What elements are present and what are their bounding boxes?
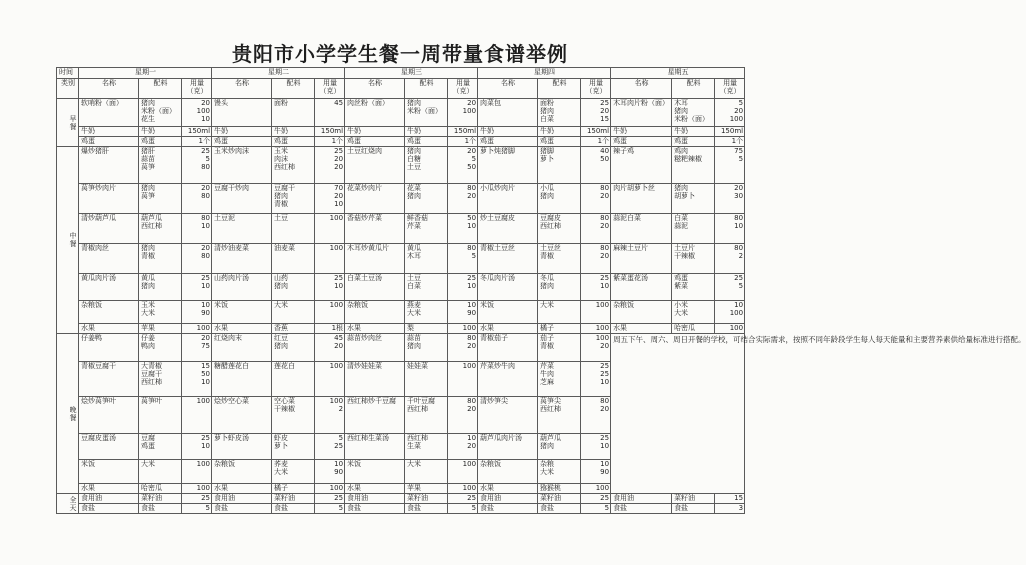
dish-amount: 25 25 10	[581, 362, 611, 397]
dish-name: 食盐	[79, 504, 139, 514]
dish-name: 米饭	[79, 460, 139, 484]
dish-amount: 20 5 50	[448, 147, 478, 184]
dish-amount: 80 10	[715, 214, 745, 244]
day-header: 星期二	[212, 68, 345, 79]
dish-ingredients: 木耳 猪肉 米粉（面）	[672, 99, 715, 127]
meal-label: 晚餐	[57, 334, 79, 494]
ingredient-column-header: 配料	[538, 79, 581, 99]
dish-name: 水果	[345, 484, 405, 494]
dish-amount: 100	[448, 484, 478, 494]
table-row	[57, 99, 745, 127]
dish-name: 米饭	[478, 301, 538, 324]
dish-ingredients: 豆腐干 猪肉 青椒	[272, 184, 315, 214]
dish-amount: 100	[182, 460, 212, 484]
dish-ingredients: 菜籽油	[272, 494, 315, 504]
dish-name: 爆炒猪肝	[79, 147, 139, 184]
dish-ingredients: 面粉 猪肉 白菜	[538, 99, 581, 127]
amount-column-header: 用量（克）	[715, 79, 745, 99]
dish-ingredients: 玉米 肉沫 西红柿	[272, 147, 315, 184]
ingredient-column-header: 配料	[672, 79, 715, 99]
dish-amount: 25	[581, 494, 611, 504]
dish-ingredients: 哈密瓜	[672, 324, 715, 334]
dish-amount: 10 90	[581, 460, 611, 484]
dish-amount: 5	[448, 504, 478, 514]
dish-ingredients: 西红柿 生菜	[405, 434, 448, 460]
dish-name: 清炒油麦菜	[212, 244, 272, 274]
table-row	[57, 137, 745, 147]
dish-ingredients: 千叶豆腐 西红柿	[405, 397, 448, 434]
dish-ingredients: 茄子 青椒	[538, 334, 581, 362]
dish-ingredients: 冬瓜 猪肉	[538, 274, 581, 301]
dish-amount: 40 50	[581, 147, 611, 184]
dish-amount: 100	[315, 362, 345, 397]
dish-amount: 10 20	[448, 434, 478, 460]
dish-ingredients: 蒜苗 猪肉	[405, 334, 448, 362]
dish-name: 鸡蛋	[345, 137, 405, 147]
dish-name: 炒土豆腐皮	[478, 214, 538, 244]
dish-amount: 80 20	[581, 244, 611, 274]
day-header: 星期四	[478, 68, 611, 79]
table-row	[57, 127, 745, 137]
dish-name: 食盐	[212, 504, 272, 514]
dish-name: 蒜泥白菜	[611, 214, 672, 244]
dish-amount: 10 90	[315, 460, 345, 484]
dish-ingredients: 莲花白	[272, 362, 315, 397]
dish-name: 米饭	[212, 301, 272, 324]
dish-amount: 100	[448, 460, 478, 484]
dish-amount: 20 75	[182, 334, 212, 362]
dish-amount: 100	[182, 324, 212, 334]
dish-ingredients: 土豆丝 青椒	[538, 244, 581, 274]
table-row	[57, 244, 745, 274]
dish-name: 水果	[212, 324, 272, 334]
dish-name: 米饭	[345, 460, 405, 484]
dish-ingredients: 豆腐皮 西红柿	[538, 214, 581, 244]
dish-amount: 5	[581, 504, 611, 514]
name-column-header: 名称	[79, 79, 139, 99]
dish-amount: 5	[315, 504, 345, 514]
name-column-header: 名称	[611, 79, 672, 99]
dish-name: 西红柿炒千豆腐	[345, 397, 405, 434]
table-row	[57, 184, 745, 214]
table-row	[57, 334, 745, 362]
dish-name: 食用油	[478, 494, 538, 504]
dish-ingredients: 食盐	[405, 504, 448, 514]
dish-ingredients: 白菜 蒜泥	[672, 214, 715, 244]
dish-ingredients: 红豆 猪肉	[272, 334, 315, 362]
dish-ingredients: 猪肉 米粉（面）	[405, 99, 448, 127]
dish-name: 山药肉片汤	[212, 274, 272, 301]
dish-amount: 150ml	[715, 127, 745, 137]
dish-name: 杂粮饭	[345, 301, 405, 324]
dish-amount: 80 10	[182, 214, 212, 244]
dish-amount: 80 20	[448, 184, 478, 214]
dish-name: 葫芦瓜肉片汤	[478, 434, 538, 460]
dish-ingredients: 橘子	[272, 484, 315, 494]
dish-name: 水果	[478, 324, 538, 334]
dish-ingredients: 小瓜 猪肉	[538, 184, 581, 214]
dish-name: 牛奶	[212, 127, 272, 137]
dish-name: 烩炒莴笋叶	[79, 397, 139, 434]
dish-name: 水果	[611, 324, 672, 334]
dish-amount: 25	[315, 494, 345, 504]
dish-ingredients: 燕麦 大米	[405, 301, 448, 324]
dish-ingredients: 猕猴桃	[538, 484, 581, 494]
dish-name: 食盐	[478, 504, 538, 514]
dish-amount: 100	[715, 324, 745, 334]
dish-name: 牛奶	[79, 127, 139, 137]
dish-ingredients: 葫芦瓜 猪肉	[538, 434, 581, 460]
dish-amount: 10 100	[715, 301, 745, 324]
dish-amount: 25 5	[715, 274, 745, 301]
menu-table	[56, 67, 1026, 514]
dish-name: 杂粮饭	[212, 460, 272, 484]
dish-name: 馒头	[212, 99, 272, 127]
dish-amount: 100	[315, 301, 345, 324]
amount-column-header: 用量（克）	[182, 79, 212, 99]
dish-ingredients: 面粉	[272, 99, 315, 127]
name-column-header: 名称	[478, 79, 538, 99]
dish-ingredients: 鸡蛋	[405, 137, 448, 147]
dish-ingredients: 鸡蛋	[538, 137, 581, 147]
dish-name: 清炒葫芦瓜	[79, 214, 139, 244]
dish-name: 青椒豆腐干	[79, 362, 139, 397]
meal-label: 中餐	[57, 147, 79, 334]
dish-name: 玉米炒肉沫	[212, 147, 272, 184]
dish-name: 鸡蛋	[478, 137, 538, 147]
dish-ingredients: 虾皮 萝卜	[272, 434, 315, 460]
dish-name: 食用油	[79, 494, 139, 504]
dish-name: 水果	[79, 324, 139, 334]
dish-ingredients: 鸡肉 糍粑辣椒	[672, 147, 715, 184]
dish-amount: 15	[715, 494, 745, 504]
table-row	[57, 147, 745, 184]
dish-amount: 25	[182, 494, 212, 504]
amount-column-header: 用量（克）	[581, 79, 611, 99]
dish-ingredients: 苹果	[139, 324, 182, 334]
dish-ingredients: 仔姜 鸭肉	[139, 334, 182, 362]
dish-ingredients: 食盐	[672, 504, 715, 514]
dish-name: 烩炒空心菜	[212, 397, 272, 434]
dish-ingredients: 大米	[272, 301, 315, 324]
dish-name: 糖醋莲花白	[212, 362, 272, 397]
schedule-note: 周五下午、周六、周日开餐的学校，可结合实际需求，按照不同年龄段学生每人每天能量和主要营养素供给量标准进行搭配。	[611, 334, 745, 494]
dish-name: 青椒土豆丝	[478, 244, 538, 274]
dish-name: 牛奶	[478, 127, 538, 137]
dish-ingredients: 莴笋叶	[139, 397, 182, 434]
dish-ingredients: 菜籽油	[405, 494, 448, 504]
dish-ingredients: 土豆片 干辣椒	[672, 244, 715, 274]
dish-amount: 1根	[315, 324, 345, 334]
dish-ingredients: 大米	[538, 301, 581, 324]
dish-amount: 10 90	[448, 301, 478, 324]
table-row	[57, 214, 745, 244]
dish-ingredients: 大米	[405, 460, 448, 484]
dish-ingredients: 鸡蛋	[272, 137, 315, 147]
dish-amount: 100	[448, 362, 478, 397]
dish-amount: 25 10	[315, 274, 345, 301]
dish-ingredients: 娃娃菜	[405, 362, 448, 397]
dish-name: 土豆泥	[212, 214, 272, 244]
dish-amount: 100	[182, 484, 212, 494]
dish-amount: 1个	[315, 137, 345, 147]
dish-ingredients: 黄瓜 猪肉	[139, 274, 182, 301]
dish-name: 杂粮饭	[478, 460, 538, 484]
dish-amount: 150ml	[581, 127, 611, 137]
dish-amount: 1个	[182, 137, 212, 147]
header-row-days	[57, 68, 745, 79]
dish-name: 食用油	[212, 494, 272, 504]
table-row	[57, 324, 745, 334]
amount-column-header: 用量（克）	[448, 79, 478, 99]
dish-name: 花菜炒肉片	[345, 184, 405, 214]
dish-name: 萝卜虾皮汤	[212, 434, 272, 460]
dish-name: 木耳肉片粉（面）	[611, 99, 672, 127]
page-title: 贵阳市小学学生餐一周带量食谱举例	[232, 42, 568, 66]
dish-ingredients: 大青椒 豆腐干 西红柿	[139, 362, 182, 397]
dish-ingredients: 食盐	[538, 504, 581, 514]
dish-ingredients: 大米	[139, 460, 182, 484]
dish-amount: 45	[315, 99, 345, 127]
day-header: 星期五	[611, 68, 745, 79]
dish-amount: 80 20	[448, 397, 478, 434]
day-header: 星期一	[79, 68, 212, 79]
dish-amount: 15 50 10	[182, 362, 212, 397]
dish-ingredients: 空心菜 干辣椒	[272, 397, 315, 434]
dish-amount: 45 20	[315, 334, 345, 362]
dish-name: 水果	[212, 484, 272, 494]
category-label: 类别	[57, 79, 79, 99]
dish-name: 豆腐干炒肉	[212, 184, 272, 214]
dish-name: 食用油	[345, 494, 405, 504]
dish-name: 肉丝粉（面）	[345, 99, 405, 127]
dish-amount: 100	[581, 324, 611, 334]
dish-amount: 150ml	[182, 127, 212, 137]
dish-ingredients: 苹果	[405, 484, 448, 494]
ingredient-column-header: 配料	[272, 79, 315, 99]
dish-name: 仔姜鸭	[79, 334, 139, 362]
dish-amount: 10 90	[182, 301, 212, 324]
dish-name: 芹菜炒牛肉	[478, 362, 538, 397]
dish-ingredients: 芹菜 牛肉 芝麻	[538, 362, 581, 397]
dish-ingredients: 梨	[405, 324, 448, 334]
dish-name: 清炒笋尖	[478, 397, 538, 434]
ingredient-column-header: 配料	[405, 79, 448, 99]
dish-name: 小瓜炒肉片	[478, 184, 538, 214]
dish-ingredients: 香蕉	[272, 324, 315, 334]
dish-ingredients: 猪肉 青椒	[139, 244, 182, 274]
dish-amount: 25 10	[182, 434, 212, 460]
dish-ingredients: 猪肉 白糖 土豆	[405, 147, 448, 184]
dish-amount: 20 80	[182, 184, 212, 214]
table-row	[57, 494, 745, 504]
name-column-header: 名称	[212, 79, 272, 99]
dish-amount: 80 20	[448, 334, 478, 362]
dish-amount: 25 10	[448, 274, 478, 301]
dish-name: 鸡蛋	[79, 137, 139, 147]
dish-name: 土豆红烧肉	[345, 147, 405, 184]
dish-name: 西红柿生菜汤	[345, 434, 405, 460]
dish-name: 食用油	[611, 494, 672, 504]
name-column-header: 名称	[345, 79, 405, 99]
dish-ingredients: 荞麦 大米	[272, 460, 315, 484]
dish-amount: 100 20	[581, 334, 611, 362]
dish-name: 杂粮饭	[611, 301, 672, 324]
dish-name: 水果	[478, 484, 538, 494]
dish-name: 肉片胡萝卜丝	[611, 184, 672, 214]
dish-amount: 5 25	[315, 434, 345, 460]
dish-name: 肉菜包	[478, 99, 538, 127]
day-header: 星期三	[345, 68, 478, 79]
dish-name: 牛奶	[611, 127, 672, 137]
dish-name: 青椒茄子	[478, 334, 538, 362]
dish-ingredients: 橘子	[538, 324, 581, 334]
amount-column-header: 用量（克）	[315, 79, 345, 99]
dish-ingredients: 牛奶	[538, 127, 581, 137]
dish-name: 黄瓜肉片汤	[79, 274, 139, 301]
dish-ingredients: 猪肉 胡萝卜	[672, 184, 715, 214]
dish-name: 冬瓜肉片汤	[478, 274, 538, 301]
dish-amount: 25 20 15	[581, 99, 611, 127]
dish-name: 麻辣土豆片	[611, 244, 672, 274]
dish-amount: 5 20 100	[715, 99, 745, 127]
dish-ingredients: 食盐	[272, 504, 315, 514]
dish-amount: 80 20	[581, 184, 611, 214]
dish-amount: 25 10	[581, 274, 611, 301]
dish-amount: 100	[315, 214, 345, 244]
dish-name: 牛奶	[345, 127, 405, 137]
dish-name: 水果	[79, 484, 139, 494]
table-row	[57, 274, 745, 301]
dish-amount: 75 5	[715, 147, 745, 184]
dish-ingredients: 菜籽油	[538, 494, 581, 504]
dish-ingredients: 猪肝 蒜苗 莴笋	[139, 147, 182, 184]
dish-amount: 3	[715, 504, 745, 514]
dish-name: 豆腐皮蛋汤	[79, 434, 139, 460]
dish-amount: 150ml	[448, 127, 478, 137]
dish-name: 白菜土豆汤	[345, 274, 405, 301]
dish-amount: 1个	[715, 137, 745, 147]
dish-amount: 80 20	[581, 214, 611, 244]
dish-ingredients: 葫芦瓜 西红柿	[139, 214, 182, 244]
table-row	[57, 301, 745, 324]
dish-name: 木耳炒黄瓜片	[345, 244, 405, 274]
dish-name: 软哨粉（面）	[79, 99, 139, 127]
dish-ingredients: 土豆 白菜	[405, 274, 448, 301]
dish-ingredients: 猪脚 萝卜	[538, 147, 581, 184]
dish-name: 香菇炒芹菜	[345, 214, 405, 244]
dish-name: 食盐	[345, 504, 405, 514]
dish-amount: 80 2	[715, 244, 745, 274]
dish-amount: 80 20	[581, 397, 611, 434]
dish-ingredients: 油麦菜	[272, 244, 315, 274]
dish-amount: 100	[581, 484, 611, 494]
dish-name: 蒜苗炒肉丝	[345, 334, 405, 362]
dish-amount: 150ml	[315, 127, 345, 137]
dish-ingredients: 鸡蛋 紫菜	[672, 274, 715, 301]
dish-ingredients: 猪肉 米粉（面） 花生	[139, 99, 182, 127]
dish-ingredients: 豆腐 鸡蛋	[139, 434, 182, 460]
dish-amount: 1个	[448, 137, 478, 147]
dish-name: 水果	[345, 324, 405, 334]
dish-amount: 20 80	[182, 244, 212, 274]
dish-ingredients: 牛奶	[672, 127, 715, 137]
dish-ingredients: 鲜香菇 芹菜	[405, 214, 448, 244]
dish-amount: 25 10	[182, 274, 212, 301]
dish-ingredients: 菜籽油	[139, 494, 182, 504]
dish-ingredients: 莴笋尖 西红柿	[538, 397, 581, 434]
dish-name: 青椒肉丝	[79, 244, 139, 274]
dish-name: 清炒娃娃菜	[345, 362, 405, 397]
dish-ingredients: 山药 猪肉	[272, 274, 315, 301]
dish-name: 辣子鸡	[611, 147, 672, 184]
dish-amount: 25 20 20	[315, 147, 345, 184]
dish-amount: 100	[182, 397, 212, 434]
dish-amount: 20 30	[715, 184, 745, 214]
dish-name: 鸡蛋	[212, 137, 272, 147]
time-label: 时间	[57, 68, 79, 79]
dish-ingredients: 黄瓜 木耳	[405, 244, 448, 274]
ingredient-column-header: 配料	[139, 79, 182, 99]
meal-label: 全天	[57, 494, 79, 514]
dish-amount: 70 20 10	[315, 184, 345, 214]
dish-amount: 25 10	[581, 434, 611, 460]
dish-amount: 100	[315, 244, 345, 274]
dish-ingredients: 鸡蛋	[139, 137, 182, 147]
dish-name: 莴笋炒肉片	[79, 184, 139, 214]
dish-amount: 1个	[581, 137, 611, 147]
dish-ingredients: 小米 大米	[672, 301, 715, 324]
header-row-columns	[57, 79, 745, 99]
dish-amount: 100	[581, 301, 611, 324]
dish-amount: 100	[315, 484, 345, 494]
dish-amount: 20 100 10	[182, 99, 212, 127]
dish-amount: 100 2	[315, 397, 345, 434]
dish-ingredients: 花菜 猪肉	[405, 184, 448, 214]
dish-amount: 25 5 80	[182, 147, 212, 184]
dish-ingredients: 牛奶	[272, 127, 315, 137]
dish-ingredients: 食盐	[139, 504, 182, 514]
dish-ingredients: 牛奶	[139, 127, 182, 137]
dish-name: 食盐	[611, 504, 672, 514]
dish-amount: 5	[182, 504, 212, 514]
dish-amount: 50 10	[448, 214, 478, 244]
dish-name: 紫菜蛋花汤	[611, 274, 672, 301]
dish-ingredients: 玉米 大米	[139, 301, 182, 324]
dish-ingredients: 鸡蛋	[672, 137, 715, 147]
dish-name: 鸡蛋	[611, 137, 672, 147]
dish-amount: 20 100	[448, 99, 478, 127]
dish-name: 红烧肉末	[212, 334, 272, 362]
dish-ingredients: 杂粮 大米	[538, 460, 581, 484]
dish-ingredients: 土豆	[272, 214, 315, 244]
meal-label: 早餐	[57, 99, 79, 147]
dish-ingredients: 猪肉 莴笋	[139, 184, 182, 214]
table-row	[57, 504, 745, 514]
dish-name: 萝卜炖猪脚	[478, 147, 538, 184]
dish-ingredients: 牛奶	[405, 127, 448, 137]
dish-amount: 100	[448, 324, 478, 334]
dish-name: 杂粮饭	[79, 301, 139, 324]
dish-ingredients: 哈密瓜	[139, 484, 182, 494]
dish-ingredients: 菜籽油	[672, 494, 715, 504]
dish-amount: 25	[448, 494, 478, 504]
dish-amount: 80 5	[448, 244, 478, 274]
